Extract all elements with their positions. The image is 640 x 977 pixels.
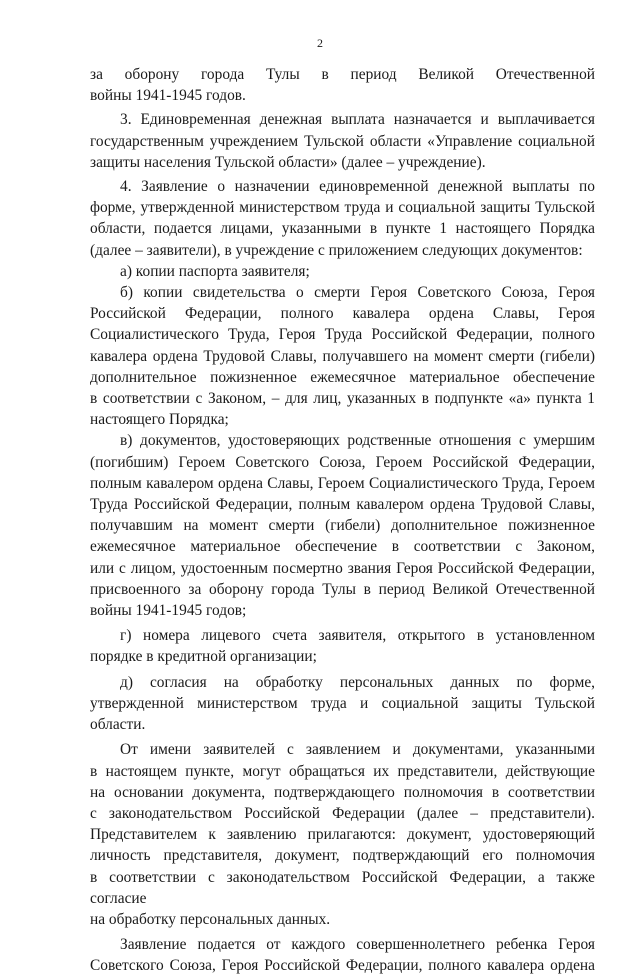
text-line: Заявление подается от каждого совершеннолетнего ребенка Героя — [120, 936, 595, 954]
text-line: Труда Российской Федерации, полным кавалером ордена Трудовой Славы, — [90, 496, 595, 514]
text-line: д) согласия на обработку персональных данных по форме, — [120, 673, 595, 691]
text-line: получавшим на момент смерти (гибели) дополнительное пожизненное — [90, 517, 595, 535]
text-line: или с лицом, удостоенным посмертно звания Героя Российской Федерации, — [90, 559, 595, 577]
text-line: 4. Заявление о назначении единовременной денежной выплаты по — [120, 178, 595, 196]
document-body — [90, 64, 595, 977]
text-line: личность представителя, документ, подтверждающий его полномочия — [90, 847, 595, 865]
text-line: войны 1941-1945 годов. — [90, 87, 246, 105]
text-line: дополнительное пожизненное ежемесячное материальное обеспечение — [90, 368, 595, 386]
text-line: (погибшим) Героем Советского Союза, Героем Российской Федерации, — [90, 453, 595, 471]
text-line: ежемесячное материальное обеспечение в соответствии с Законом, — [90, 538, 595, 556]
paragraph-subitem-v — [90, 430, 595, 621]
text-line: утвержденной министерством труда и социальной защиты Тульской области. — [90, 694, 595, 734]
text-line: форме, утвержденной министерством труда и социальной защиты Тульской — [90, 199, 595, 217]
text-line: за оборону города Тулы в период Великой Отечественной — [90, 66, 595, 83]
text-line: кавалера ордена Трудовой Славы, получавшего на момент смерти (гибели) — [90, 347, 595, 365]
text-line: полным кавалером ордена Славы, Героем Социалистического Труда, Героем — [90, 474, 595, 492]
page-number: 2 — [317, 36, 323, 50]
text-line: в соответствии с Законом, – для лиц, указанных в подпункте «а» пункта 1 — [90, 390, 595, 408]
text-line: в) документов, удостоверяющих родственные отношения с умершим — [120, 432, 595, 450]
text-line: порядке в кредитной организации; — [90, 648, 317, 666]
text-line: с законодательством Российской Федерации (далее – представители). — [90, 804, 595, 822]
text-line: б) копии свидетельства о смерти Героя Советского Союза, Героя — [120, 284, 595, 302]
text-line: Социалистического Труда, Героя Труда Российской Федерации, полного — [90, 326, 595, 344]
paragraph-item-4 — [90, 176, 595, 261]
text-line: в настоящем пункте, могут обращаться их представители, действующие — [90, 762, 595, 780]
text-line: войны 1941-1945 годов; — [90, 602, 247, 620]
text-line: присвоенного за оборону города Тулы в период Великой Отечественной — [90, 580, 595, 598]
text-line: а) копии паспорта заявителя; — [120, 262, 310, 280]
text-line: настоящего Порядка; — [90, 411, 229, 429]
paragraph-subitem-b — [90, 282, 595, 430]
paragraph-representatives — [90, 739, 595, 930]
text-line: Представителем к заявлению прилагаются: документ, удостоверяющий — [90, 826, 595, 844]
paragraph-subitem-g — [90, 625, 595, 667]
text-line: области, подается лицами, указанными в пункте 1 настоящего Порядка — [90, 220, 595, 238]
text-line: государственным учреждением Тульской области «Управление социальной — [90, 132, 595, 150]
text-line: Советского Союза, Героя Российской Федерации, полного кавалера ордена — [90, 957, 595, 975]
text-line: От имени заявителей с заявлением и документами, указанными — [120, 741, 595, 759]
paragraph-application — [90, 934, 595, 976]
text-line: защиты населения Тульской области» (далее – учреждение). — [90, 153, 486, 171]
paragraph-continuation — [90, 64, 595, 106]
text-line: (далее – заявители), в учреждение с приложением следующих документов: — [90, 241, 583, 259]
paragraph-subitem-a — [90, 261, 595, 282]
paragraph-subitem-d — [90, 672, 595, 736]
text-line: 3. Единовременная денежная выплата назначается и выплачивается — [120, 111, 595, 129]
paragraph-item-3 — [90, 109, 595, 173]
text-line: Российской Федерации, полного кавалера ордена Славы, Героя — [90, 305, 595, 323]
text-line: в соответствии с законодательством Российской Федерации, а также согласие — [90, 868, 595, 907]
text-line: г) номера лицевого счета заявителя, открытого в установленном — [120, 627, 595, 645]
text-line: на обработку персональных данных. — [90, 910, 331, 928]
text-line: на основании документа, подтверждающего полномочия в соответствии — [90, 783, 595, 801]
